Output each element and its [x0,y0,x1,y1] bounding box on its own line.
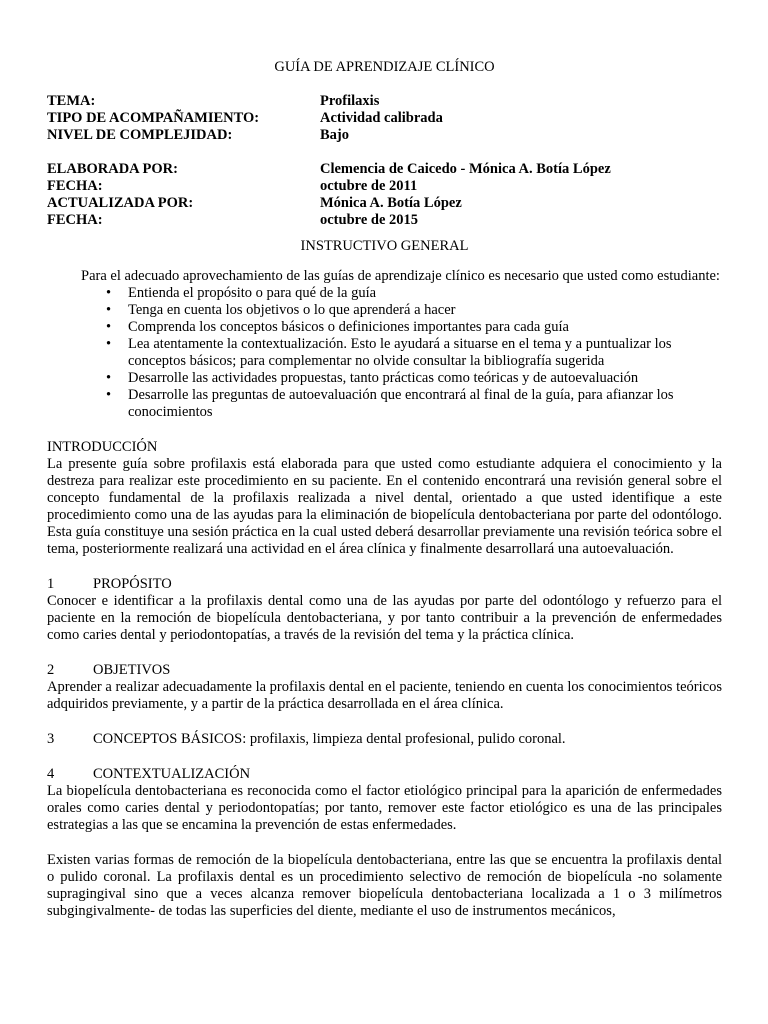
meta-key: ACTUALIZADA POR: [47,195,194,211]
meta-value: Clemencia de Caicedo - Mónica A. Botía López [320,161,611,177]
introduccion-heading: INTRODUCCIÓN [47,439,158,455]
section-title: OBJETIVOS [93,662,171,678]
meta-key: FECHA: [47,212,103,228]
list-item: • Comprenda los conceptos básicos o definiciones importantes para cada guía [128,319,722,336]
instructivo-heading: INSTRUCTIVO GENERAL [300,238,469,254]
introduccion-text: La presente guía sobre profilaxis está elaborada para que usted como estudiante adquiera el conocimiento y la destreza para realizar este procedimiento en su paciente. En el contenido encontrará una revisión general sobre el concepto fundamental de la profilaxis realizada a nivel dental, orientado a que usted identifique a este procedimiento como una de las ayudas para la eliminación de biopelícula dentobacteriana por parte del odontólogo. Esta guía constituye una sesión práctica en la cual usted deberá desarrollar previamente una revisión teórica sobre el tema, posteriormente realizará una actividad en el área clínica y finalmente desarrollará una autoevaluación. [47,456,722,557]
contextualizacion-heading [47,766,722,783]
objetivos-heading [47,662,722,679]
meta-row [47,127,722,144]
list-item: • Tenga en cuenta los objetivos o lo que aprenderá a hacer [128,302,722,319]
section-title: CONTEXTUALIZACIÓN [93,766,251,782]
section-number: 4 [47,766,55,782]
meta-key: ELABORADA POR: [47,161,178,177]
conceptos-heading [47,731,722,748]
section-title: PROPÓSITO [93,576,172,592]
meta-block-authors [47,161,722,229]
meta-row [47,93,722,110]
meta-key: TEMA: [47,93,96,109]
contextualizacion-paragraph-2: Existen varias formas de remoción de la biopelícula dentobacteriana, entre las que se encuentra la profilaxis dental o pulido coronal. La profilaxis dental es un procedimiento selectivo de remoción de biopelícula -no solamente supragingival sino que a veces alcanza remover biopelícula dentobacteriana localizada a 1 o 3 milímetros subgingivalmente- de todas las superficies del diente, mediante el uso de instrumentos mecánicos, [47,852,722,919]
meta-value: Bajo [320,127,349,143]
list-item: • Lea atentamente la contextualización. Esto le ayudará a situarse en el tema y a puntualizar los conceptos básicos; para complementar no olvide consultar la bibliografía sugerida [128,336,722,370]
meta-row [47,195,722,212]
meta-value: Mónica A. Botía López [320,195,462,211]
list-item: • Entienda el propósito o para qué de la guía [128,285,722,302]
section-number: 3 [47,731,55,747]
objetivos-text: Aprender a realizar adecuadamente la profilaxis dental en el paciente, teniendo en cuenta los conocimientos teóricos adquiridos previamente, y a partir de la práctica desarrollada en el área clínica. [47,679,722,712]
meta-key: TIPO DE ACOMPAÑAMIENTO: [47,110,260,126]
section-title: CONCEPTOS BÁSICOS: profilaxis, limpieza dental profesional, pulido coronal. [93,731,566,747]
meta-key: NIVEL DE COMPLEJIDAD: [47,127,233,143]
proposito-text: Conocer e identificar a la profilaxis dental como una de las ayudas por parte del odontólogo y refuerzo para el paciente en la remoción de biopelícula dentobacteriana, y por tanto contribuir a la prevención de enfermedades como caries dental y periodontopatías, a través de la revisión del tema y la práctica clínica. [47,593,722,643]
contextualizacion-paragraph-1: La biopelícula dentobacteriana es reconocida como el factor etiológico principal para la aparición de enfermedades orales como caries dental y periodontopatías; por tanto, remover este factor etiológico es una de las principales estrategias a las que se encamina la prevención de estas enfermedades. [47,783,722,833]
meta-row [47,110,722,127]
proposito-heading [47,576,722,593]
meta-value: Profilaxis [320,93,380,109]
instructivo-list [47,285,722,421]
instructivo-intro: Para el adecuado aprovechamiento de las guías de aprendizaje clínico es necesario que usted como estudiante: [81,268,720,284]
document-title: GUÍA DE APRENDIZAJE CLÍNICO [274,59,495,75]
meta-value: Actividad calibrada [320,110,443,126]
meta-row [47,212,722,229]
section-number: 2 [47,662,55,678]
document-page [47,59,722,920]
meta-key: FECHA: [47,178,103,194]
meta-value: octubre de 2015 [320,212,419,228]
section-number: 1 [47,576,55,592]
list-item: • Desarrolle las actividades propuestas, tanto prácticas como teóricas y de autoevaluación [128,370,722,387]
meta-row [47,178,722,195]
list-item: • Desarrolle las preguntas de autoevaluación que encontrará al final de la guía, para afianzar los conocimientos [128,387,722,421]
meta-value: octubre de 2011 [320,178,418,194]
meta-row [47,161,722,178]
meta-block-topic [47,93,722,144]
